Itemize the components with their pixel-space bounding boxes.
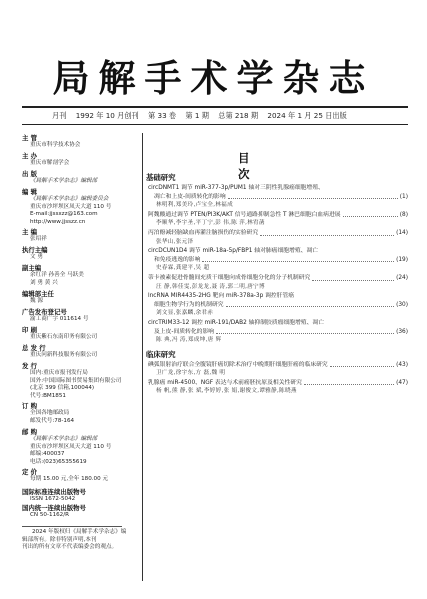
issn-section	[22, 488, 140, 519]
toc-entry-title: 阿魏酸通过调节 PTEN/PI3K/AKT 信号通路抑制急性 T 淋巴细胞白血病进展 (8)	[148, 211, 408, 218]
toc-page-number: (47)	[396, 379, 408, 386]
editor-email: E-mail:jjssxzz@163.com	[30, 211, 98, 218]
toc-entry-authors: 刘文显,张嘉麟,余君赤	[156, 310, 214, 317]
distribution-line: 代号:BM1851	[30, 392, 66, 399]
deputy-chief-value: 余红洋 孙善全 马跃美	[30, 272, 84, 278]
publisher-heading: 出 版	[22, 170, 38, 178]
issue-volume: 第 33 卷	[148, 111, 177, 120]
toc-entry[interactable]	[146, 292, 408, 318]
mail-order-line: 电话:(023)65355619	[30, 458, 87, 465]
toc-entry[interactable]	[146, 379, 408, 396]
toc-page-number: (8)	[399, 211, 408, 218]
office-director-value: 魏 源	[30, 298, 43, 304]
ad-license-heading: 广告发布登记号	[22, 308, 67, 316]
toc-entry-title: 凋亡和上皮-间质转化的影响 (1)	[154, 193, 408, 200]
distribution-heading: 发 行	[22, 362, 38, 370]
toc-leader-dots	[260, 229, 394, 236]
toc-entry-title: 及上皮-间质转化的影响 (36)	[154, 328, 408, 335]
masthead-rule-top	[22, 106, 408, 108]
deputy-chief-section	[22, 264, 140, 287]
toc-entry-authors: 史春霖,龚建平,吴 超	[156, 265, 210, 272]
mail-order-line: 邮编:400037	[30, 451, 65, 458]
deputy-chief-value: 刘 勇 黄 兴	[30, 279, 58, 286]
journal-masthead: 局解手术学杂志	[52, 56, 375, 100]
toc-entry-title: 乳腺癌 miR-4500、NGF 表达与术前癌胚抗原及相关性研究 (47)	[148, 379, 408, 386]
note-line: 2024 年版权归《局解手术学杂志》编	[32, 529, 127, 535]
price-heading: 定 价	[22, 468, 38, 476]
toc-leader-dots	[228, 193, 398, 200]
chief-editor-heading: 主 编	[22, 228, 38, 236]
issue-frequency: 月刊	[52, 111, 67, 120]
note-line: 辑部所有。除非特别声明,本刊	[22, 536, 97, 543]
ad-license-section	[22, 308, 140, 324]
toc-entry-title: 碘弧银射治疗联合全腹镜肝癌切除术治疗中晚期肝细胞肝癌的临床研究 (43)	[148, 361, 408, 368]
toc-leader-dots	[312, 274, 394, 281]
toc-entry-title: circDNMT1 调节 miR-377-3p/PUM1 轴对三阴性乳腺癌细胞增殖、	[148, 185, 324, 191]
sponsor-section	[22, 134, 140, 150]
price-value: 每期 15.00 元,全年 180.00 元	[30, 476, 109, 482]
toc-entry-authors: 汪 静,韩佳雯,彭龙龙,聂 涛,郭二明,唐宁博	[156, 283, 265, 290]
toc-entry-authors: 卫广龙,徐宇东,方 磊,魏 明	[156, 370, 226, 377]
toc-entry[interactable]	[146, 361, 408, 378]
toc-entry-authors: 陈 典,冯 涛,郑成坤,唐 辉	[156, 337, 222, 344]
toc-entry-title: lncRNA MIR4435-2HG 靶向 miR-378a-3p 调控肝管癌	[148, 293, 295, 300]
editor-line: 《局解手术学杂志》编辑委员会	[30, 196, 109, 202]
order-line: 邮发代号:78-164	[30, 417, 75, 424]
exec-chief-heading: 执行主编	[22, 246, 48, 254]
host-section	[22, 152, 140, 168]
distributor-section	[22, 344, 140, 360]
printer-section	[22, 326, 140, 342]
toc-page-number: (30)	[396, 301, 408, 308]
printer-heading: 印 刷	[22, 326, 38, 334]
mail-order-section	[22, 428, 140, 466]
toc-page-number: (14)	[396, 229, 408, 236]
issue-date: 2024 年 1 月 25 日出版	[267, 111, 347, 120]
distribution-line: 国外:中国国际图书贸易集团有限公司	[30, 377, 122, 384]
toc-entry[interactable]	[146, 229, 408, 246]
editor-line: 重庆市沙坪坝区凤天大道 110 号	[30, 203, 112, 210]
distributor-value: 重庆问新科技服务有限公司	[30, 352, 98, 358]
table-of-contents	[146, 170, 408, 396]
sponsor-value: 重庆市科学技术协会	[30, 142, 81, 148]
toc-entry-authors: 张华山,张元泽	[156, 238, 194, 245]
toc-entry-title: 蒂卡被素促进骨髓间充质干细胞向成骨细胞分化的分子机制研究 (24)	[148, 274, 408, 281]
note-line: 刊出的所有文章不代表编委会的观点。	[22, 544, 118, 551]
toc-entry-title: circTRIM33-12 调控 miR-191/DAB2 轴抑制胶质瘤细胞增殖、凋亡	[148, 319, 324, 326]
distribution-line: (北京 399 信箱,100044)	[30, 385, 95, 392]
toc-page-number: (1)	[399, 193, 408, 200]
order-line: 全国各地邮政局	[30, 410, 70, 416]
toc-title: 目 次	[238, 151, 264, 181]
chief-editor-section	[22, 228, 140, 244]
sponsor-heading: 主 管	[22, 134, 38, 142]
toc-entry-authors: 杨 帆,熊 静,张 斌,李婷婷,张 娟,谢俊文,谭雅静,陈晓燕	[156, 388, 297, 395]
issue-founded: 1992 年 10 月创刊	[75, 111, 139, 120]
mail-order-heading: 邮 购	[22, 428, 38, 436]
column-divider	[142, 133, 143, 581]
toc-leader-dots	[330, 361, 394, 368]
deputy-chief-heading: 副主编	[22, 264, 42, 272]
toc-entry[interactable]	[146, 184, 408, 210]
toc-entry-title: 和免疫逃逸的影响 (19)	[154, 256, 408, 263]
toc-entry-authors: 林明利,郑美玲,卢宝全,林福成	[156, 202, 233, 209]
toc-entry-title: 细胞生物学行为的机制研究 (30)	[154, 301, 408, 308]
mail-order-line: 《局解手术学杂志》编辑部	[30, 436, 98, 442]
toc-leader-dots	[304, 379, 394, 386]
issue-number: 第 1 期	[185, 111, 209, 120]
order-heading: 订 购	[22, 402, 38, 410]
toc-page-number: (36)	[396, 328, 408, 335]
editor-section	[22, 188, 140, 226]
toc-entry[interactable]	[146, 247, 408, 273]
cn-value: CN 50-1162/R	[30, 511, 70, 518]
toc-category: 基础研究	[146, 173, 176, 182]
toc-leader-dots	[202, 256, 394, 263]
toc-entry-authors: 李顺华,李宇圣,平丁宁,彭 伟,陈 萍,林宥菡	[156, 220, 265, 227]
distribution-section	[22, 362, 140, 400]
host-value: 重庆市解剖学会	[30, 160, 70, 166]
exec-chief-value: 文 勇	[30, 254, 43, 260]
toc-leader-dots	[226, 301, 395, 308]
editor-heading: 编 辑	[22, 188, 38, 196]
toc-page-number: (19)	[396, 256, 408, 263]
distributor-heading: 总 发 行	[22, 344, 46, 352]
printer-value: 重庆紫石东南印务有限公司	[30, 334, 98, 340]
exec-chief-section	[22, 246, 140, 262]
toc-entry-title: 丙泊酚减轻脑缺血再灌注脑损伤的实验研究 (14)	[148, 229, 408, 236]
editor-website: http://www.jjsszz.cn	[30, 218, 86, 225]
toc-category: 临床研究	[146, 349, 176, 359]
office-director-heading: 编辑部主任	[22, 290, 54, 298]
cn-label: 国内统一连续出版物号	[22, 503, 86, 512]
toc-entry-title: circDCUN1D4 调节 miR-18a-5p/FBP1 轴对肺癌细胞增殖、凋亡	[148, 248, 319, 255]
publication-info-column	[22, 132, 140, 580]
copyright-note	[22, 524, 140, 552]
toc-page-number: (43)	[396, 361, 408, 368]
order-section	[22, 402, 140, 425]
toc-entry[interactable]	[146, 274, 408, 291]
price-section	[22, 468, 140, 484]
issn-label: 国际标准连续出版物号	[22, 488, 86, 496]
chief-editor-value: 张绍祥	[30, 236, 47, 242]
distribution-line: 国内:重庆市报刊发行局	[30, 370, 88, 376]
issn-value: ISSN 1672-5042	[30, 496, 76, 502]
publisher-value: 《局解手术学杂志》编辑部	[30, 178, 98, 184]
toc-leader-dots	[216, 328, 394, 335]
mail-order-line: 重庆市沙坪坝区凤天大道 110 号	[30, 443, 112, 450]
note-divider	[22, 526, 122, 527]
publisher-section	[22, 170, 140, 186]
toc-entry[interactable]	[146, 319, 408, 345]
issue-line	[52, 111, 382, 121]
issue-total: 总第 218 期	[218, 111, 259, 120]
host-heading: 主 办	[22, 152, 38, 160]
toc-page-number: (24)	[396, 274, 408, 281]
office-director-section	[22, 290, 140, 306]
ad-license-value: 渝工商广字 011614 号	[30, 316, 89, 322]
masthead-rule-bottom	[22, 124, 408, 125]
toc-entry[interactable]	[146, 211, 408, 228]
toc-leader-dots	[343, 211, 398, 218]
